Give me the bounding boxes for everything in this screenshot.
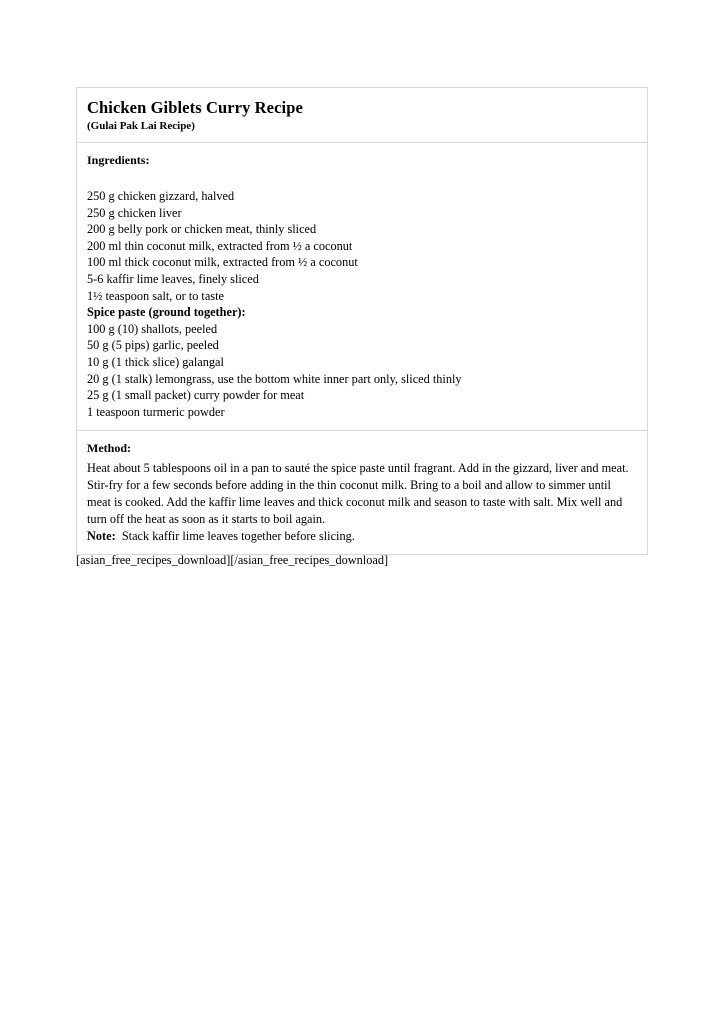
list-item: 10 g (1 thick slice) galangal: [87, 354, 224, 369]
note: [87, 528, 637, 545]
recipe-card: [76, 87, 648, 555]
list-item: 100 g (10) shallots, peeled: [87, 321, 218, 336]
list-item: 20 g (1 stalk) lemongrass, use the bottom white inner part only, sliced thinly: [87, 371, 462, 386]
method-heading: Method:: [87, 441, 131, 456]
shortcode-text: [asian_free_recipes_download][/asian_free_recipes_download]: [76, 553, 389, 567]
method-section: [77, 431, 647, 554]
list-item: 200 g belly pork or chicken meat, thinly sliced: [87, 222, 317, 237]
list-item: 25 g (1 small packet) curry powder for meat: [87, 388, 305, 403]
list-item: 200 ml thin coconut milk, extracted from ½ a coconut: [87, 238, 353, 253]
page-title: Chicken Giblets Curry Recipe: [87, 98, 303, 117]
list-item: 1½ teaspoon salt, or to taste: [87, 288, 224, 303]
recipe-subtitle: (Gulai Pak Lai Recipe): [87, 120, 195, 132]
list-item: 1 teaspoon turmeric powder: [87, 404, 225, 419]
list-item: 5-6 kaffir lime leaves, finely sliced: [87, 271, 259, 286]
list-item: 100 ml thick coconut milk, extracted from ½ a coconut: [87, 255, 358, 270]
method-text: Heat about 5 tablespoons oil in a pan to sauté the spice paste until fragrant. Add in the gizzard, liver and meat. Stir-fry for a few seconds before adding in the thin coconut milk. Bring to a boil and allow to simmer until meat is cooked. Add the kaffir lime leaves and thick coconut milk and season to taste with salt. Mix well and turn off the heat as soon as it starts to boil again.: [87, 461, 629, 526]
spice-paste-heading: Spice paste (ground together):: [87, 305, 246, 320]
note-text: Stack kaffir lime leaves together before slicing.: [121, 528, 355, 543]
list-item: 250 g chicken liver: [87, 205, 182, 220]
note-label: Note:: [87, 528, 116, 543]
ingredients-section: [77, 143, 647, 431]
list-item: 250 g chicken gizzard, halved: [87, 189, 235, 203]
list-item: 50 g (5 pips) garlic, peeled: [87, 338, 219, 353]
ingredients-heading: Ingredients:: [87, 153, 150, 167]
spacer: [87, 172, 637, 188]
recipe-header: [77, 88, 647, 143]
